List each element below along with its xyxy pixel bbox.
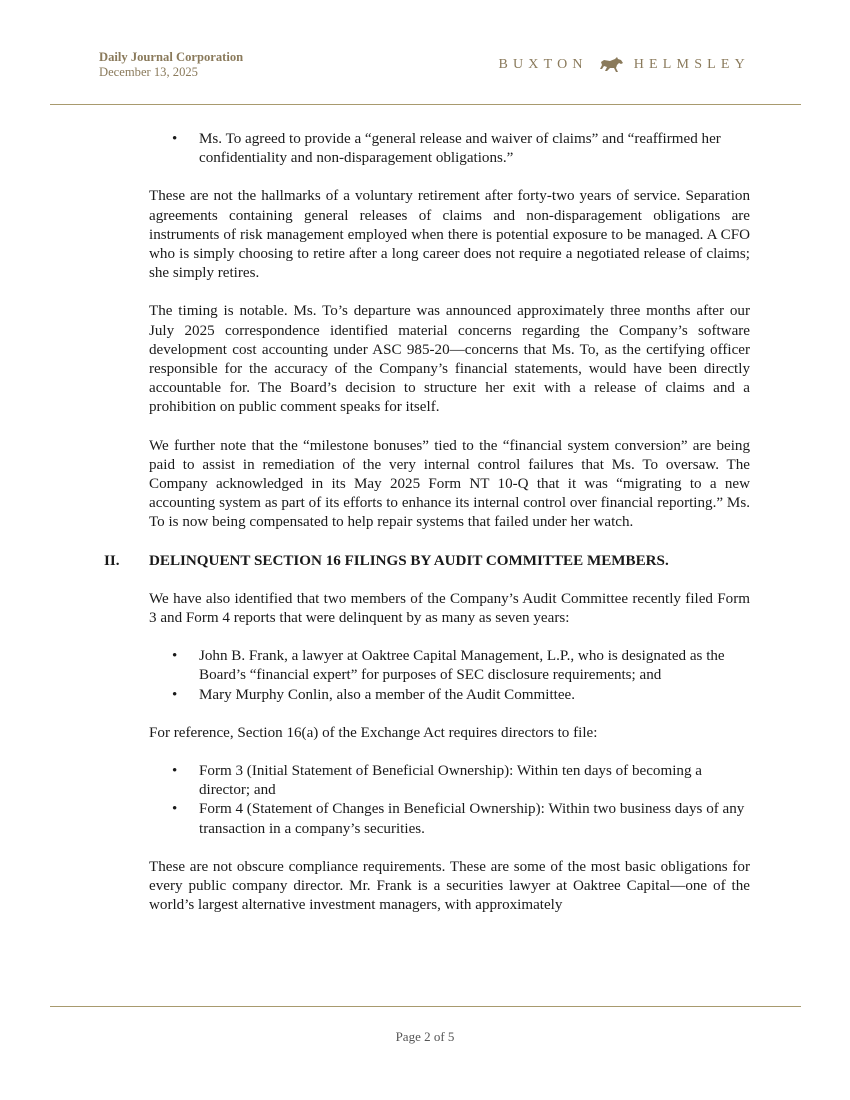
recipient-company: Daily Journal Corporation [99,50,244,64]
recipient-block [99,50,243,80]
list-item [149,647,750,685]
letterhead [0,0,850,105]
bullet-marker: • [172,686,178,703]
brand-logo [498,56,750,74]
section-number: II. [104,552,120,569]
list-item [149,762,750,800]
release-bullet-list [149,130,750,168]
bullet-text: John B. Frank, a lawyer at Oaktree Capital Management, L.P., who is designated as the Board’s “financial expert” for purposes of SEC disclosure requirements; and [199,648,725,684]
paragraph-timing: The timing is notable. Ms. To’s departure was announced approximately three months after our July 2025 correspondence identified material concerns regarding the Company’s software development cost accounting under ASC 985-20—concerns that Ms. To, as the certifying officer responsible for the accuracy of the Company’s financial statements, would have been directly accountable for. The Board’s decision to structure her exit with a release of claims and a prohibition on public comment speaks for itself. [149,303,750,416]
members-bullet-list [149,647,750,705]
bullet-text: Ms. To agreed to provide a “general release and waiver of claims” and “reaffirmed her confidentiality and non-disparagement obligations.” [199,131,721,167]
letter-body [104,130,750,935]
bullet-text: Mary Murphy Conlin, also a member of the Audit Committee. [199,686,576,703]
section-heading [104,552,750,571]
list-item [149,800,750,838]
header-divider [50,104,801,105]
paragraph-compliance: These are not obscure compliance requirements. These are some of the most basic obligations for every public company director. Mr. Frank is a securities lawyer at Oaktree Capital—one of the world’s largest alternative investment managers, with approximately [149,858,750,914]
page-number: Page 2 of 5 [395,1029,455,1044]
bullet-text: Form 3 (Initial Statement of Beneficial Ownership): Within ten days of becoming a director; and [199,763,702,799]
brand-name-left: BUXTON [498,57,588,72]
list-item [149,686,750,705]
list-item [149,130,750,168]
brand-name-right: HELMSLEY [633,57,750,72]
footer-divider [50,1006,801,1007]
forms-bullet-list [149,762,750,839]
section-title: DELINQUENT SECTION 16 FILINGS BY AUDIT COMMITTEE MEMBERS. [149,552,669,569]
paragraph-milestone-bonuses: We further note that the “milestone bonuses” tied to the “financial system conversion” are being paid to assist in remediation of the very internal control failures that Ms. To oversaw. The Company acknowledged in its May 2025 Form NT 10-Q that it was “migrating to a new accounting system as part of its efforts to enhance its internal control over financial reporting.” Ms. To is now being compensated to help repair systems that failed under her watch. [149,437,750,531]
bullet-text: Form 4 (Statement of Changes in Beneficial Ownership): Within two business days of any transaction in a company’s securities. [199,801,745,837]
bullet-marker: • [172,763,178,780]
paragraph-voluntary-retirement: These are not the hallmarks of a voluntary retirement after forty-two years of service. Separation agreements containing general releases of claims and non-disparagement obligations are instruments of risk management employed when there is potential exposure to be managed. A CFO who is simply choosing to retire after a long career does not require a negotiated release of claims; she simply retires. [149,188,750,282]
bullet-marker: • [172,131,178,147]
paragraph-audit-committee: We have also identified that two members of the Company’s Audit Committee recently filed Form 3 and Form 4 reports that were delinquent by as many as seven years: [149,590,750,627]
horse-icon [598,56,624,74]
paragraph-section-16a: For reference, Section 16(a) of the Exchange Act requires directors to file: [149,724,598,741]
bullet-marker: • [172,801,178,818]
bullet-marker: • [172,648,178,665]
letter-date: December 13, 2025 [99,65,198,79]
